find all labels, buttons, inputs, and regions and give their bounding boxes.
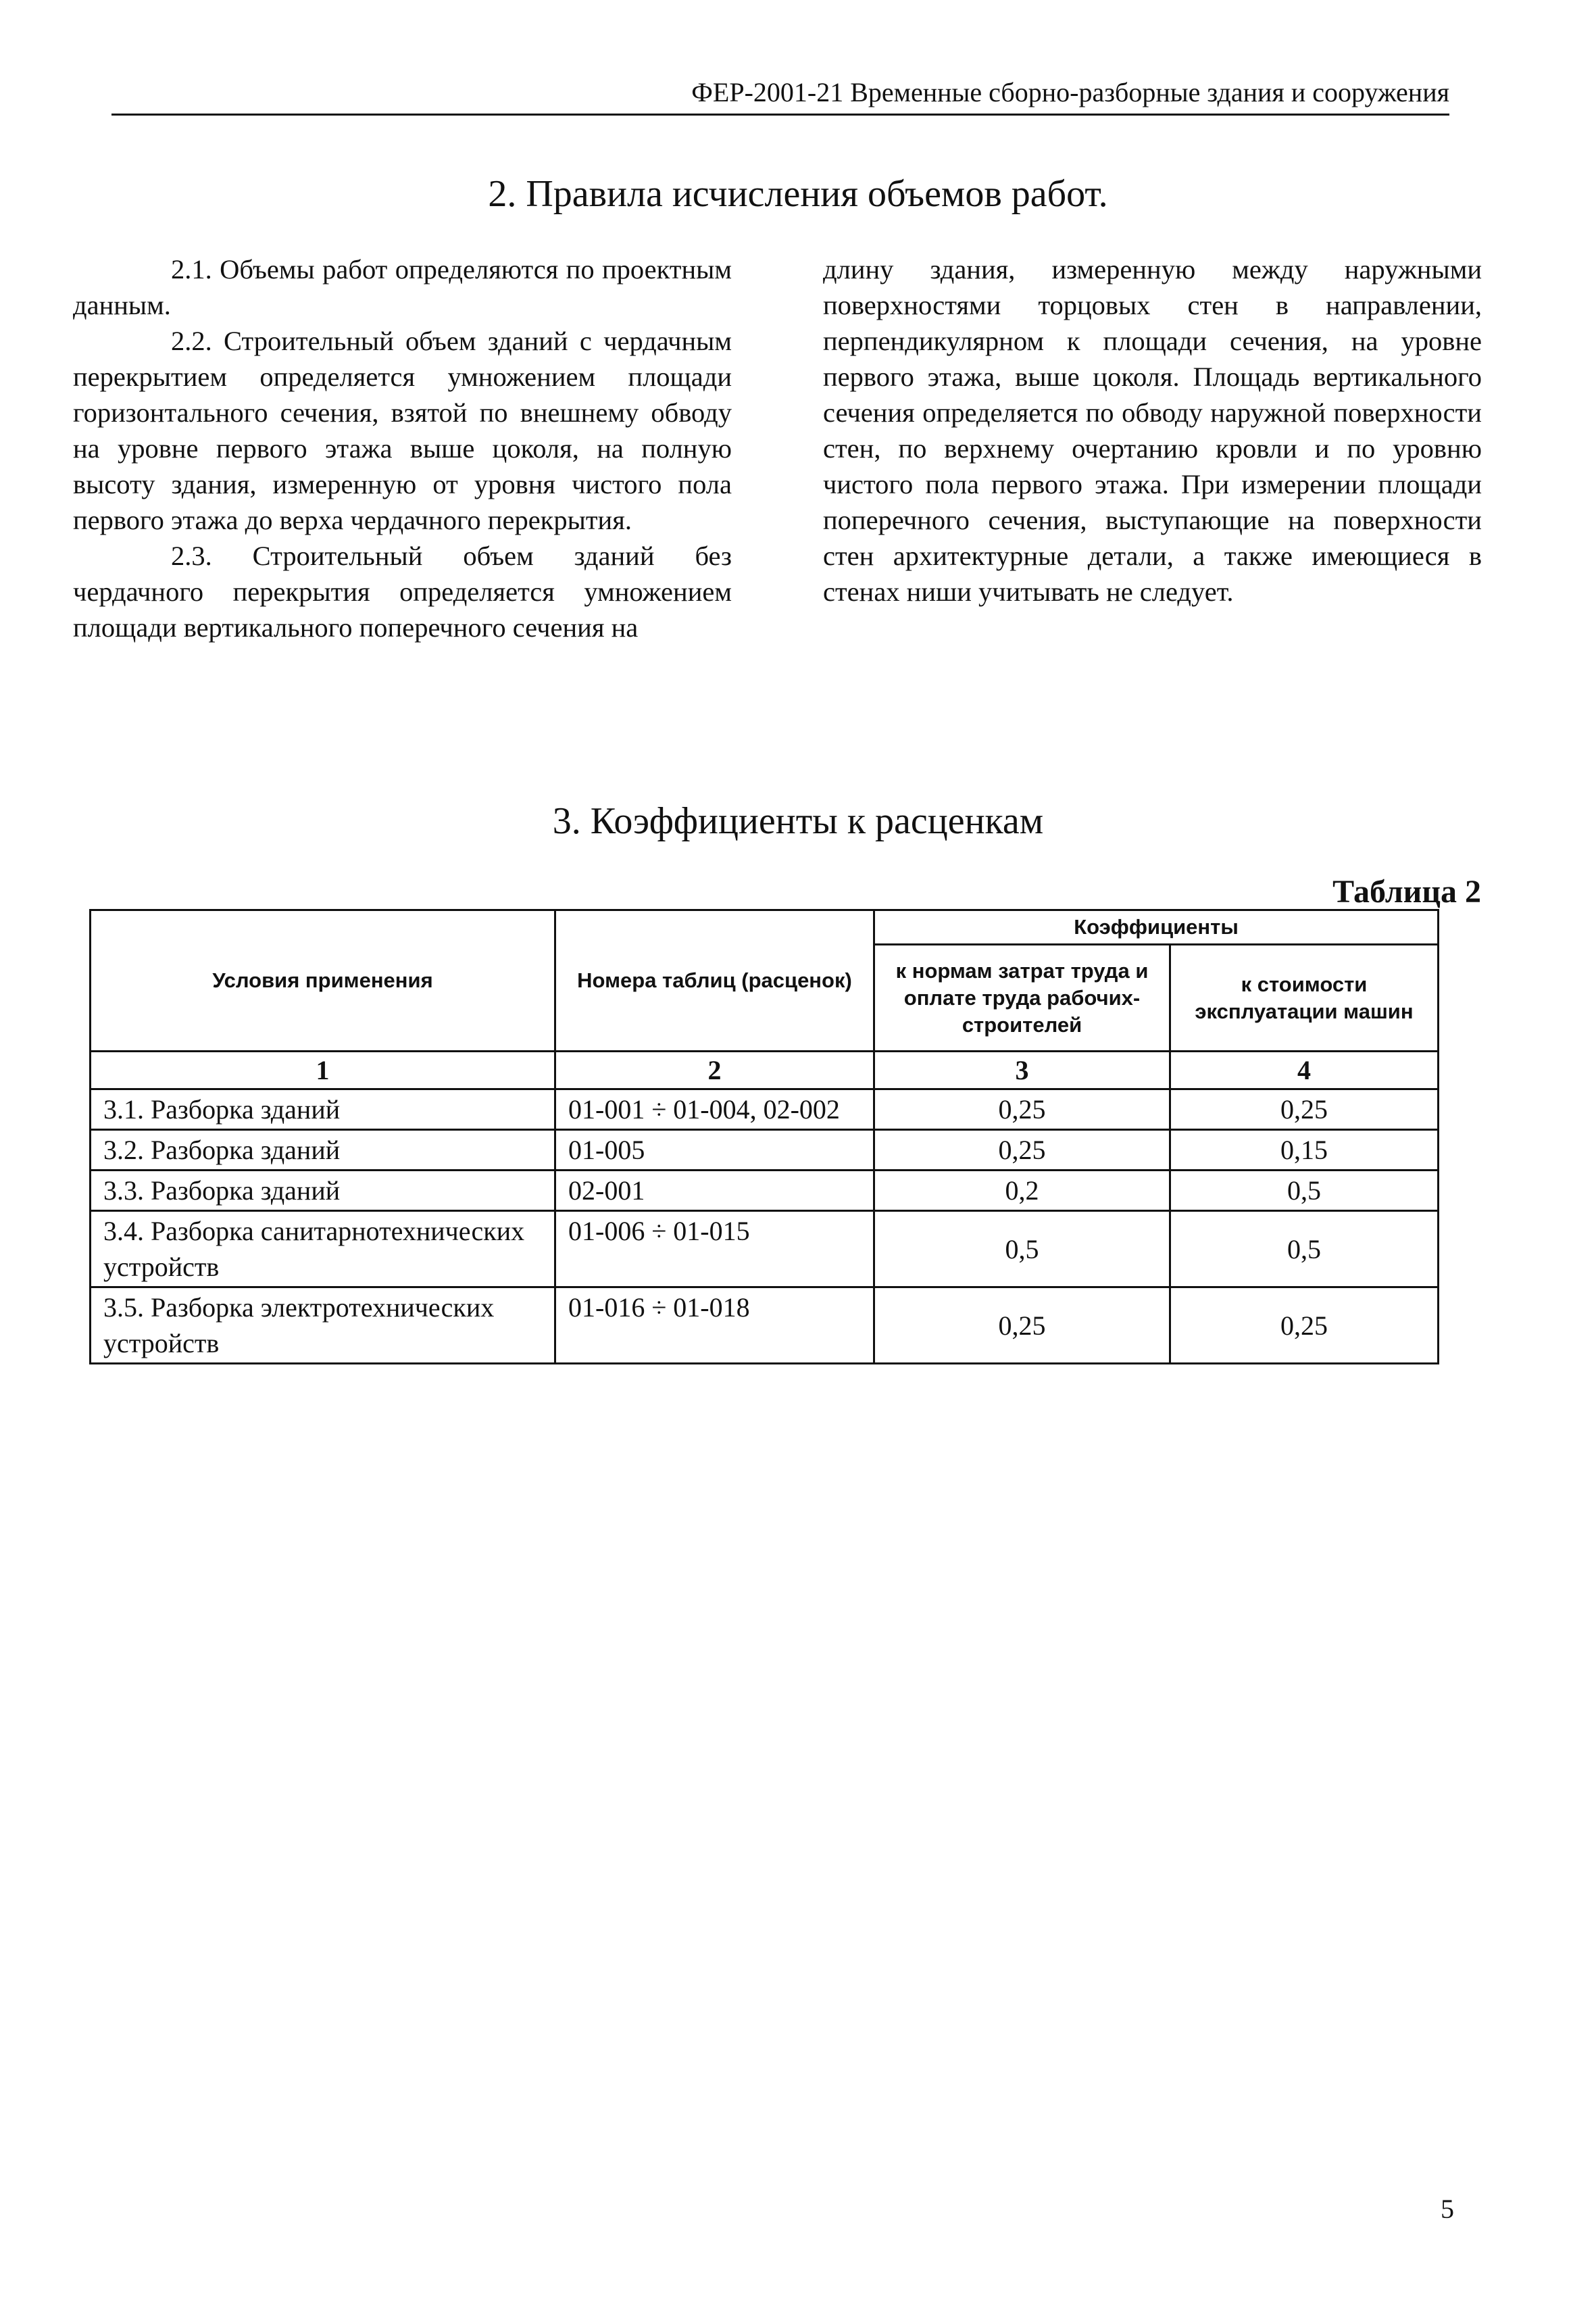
right-text-column	[823, 251, 1482, 610]
table-caption: Таблица 2	[1332, 874, 1481, 910]
tables-cell: 02-001	[555, 1171, 874, 1211]
machines-coef-cell: 0,15	[1170, 1130, 1439, 1171]
machines-coef-cell: 0,5	[1170, 1211, 1439, 1287]
column-number: 3	[874, 1052, 1170, 1089]
tables-cell: 01-016 ÷ 01-018	[555, 1287, 874, 1364]
condition-cell: 3.3. Разборка зданий	[91, 1171, 555, 1211]
tables-cell: 01-001 ÷ 01-004, 02-002	[555, 1089, 874, 1130]
machines-coef-cell: 0,25	[1170, 1089, 1439, 1130]
table-row	[91, 1287, 1439, 1364]
header-machines: к стоимости эксплуатации машин	[1170, 945, 1439, 1052]
condition-cell: 3.5. Разборка электротехнических устройств	[91, 1287, 555, 1364]
paragraph-2-3-continued: длину здания, измеренную между наружными поверхностями торцовых стен в направлении, перпендикулярном к площади сечения, на уровне первого этажа, выше цоколя. Площадь вертикального сечения определяется по обводу наружной поверхности стен, по верхнему очертанию кровли и по уровню чистого пола первого этажа. При измерении площади поперечного сечения, выступающие на поверхности стен архитектурные детали, а также имеющиеся в стенах ниши учитывать не следует.	[823, 254, 1482, 607]
table-row	[91, 1211, 1439, 1287]
condition-cell: 3.2. Разборка зданий	[91, 1130, 555, 1171]
page-number: 5	[1441, 2194, 1454, 2224]
labor-coef-cell: 0,2	[874, 1171, 1170, 1211]
machines-coef-cell: 0,25	[1170, 1287, 1439, 1364]
header-conditions: Условия применения	[91, 910, 555, 1052]
column-number: 2	[555, 1052, 874, 1089]
machines-coef-cell: 0,5	[1170, 1171, 1439, 1211]
tables-cell: 01-006 ÷ 01-015	[555, 1211, 874, 1287]
column-numbers-row	[91, 1052, 1439, 1089]
condition-cell: 3.4. Разборка санитарнотехнических устройств	[91, 1211, 555, 1287]
paragraph-2-1: 2.1. Объемы работ определяются по проектным данным.	[73, 254, 732, 320]
paragraph-2-3: 2.3. Строительный объем зданий без чердачного перекрытия определяется умножением площади вертикального поперечного сечения на	[73, 541, 732, 643]
header-labor: к нормам затрат труда и оплате труда рабочих-строителей	[874, 945, 1170, 1052]
paragraph-2-2: 2.2. Строительный объем зданий с чердачным перекрытием определяется умножением площади горизонтального сечения, взятой по внешнему обводу на уровне первого этажа выше цоколя, на полную высоту здания, измеренную от уровня чистого пола первого этажа до верха чердачного перекрытия.	[73, 326, 732, 535]
table-row	[91, 1089, 1439, 1130]
tables-cell: 01-005	[555, 1130, 874, 1171]
running-header: ФЕР-2001-21 Временные сборно-разборные здания и сооружения	[111, 74, 1449, 116]
table-header-row	[91, 910, 1439, 945]
header-table-numbers: Номера таблиц (расценок)	[555, 910, 874, 1052]
table-row	[91, 1171, 1439, 1211]
header-coefficients: Коэффициенты	[874, 910, 1439, 945]
condition-cell: 3.1. Разборка зданий	[91, 1089, 555, 1130]
column-number: 1	[91, 1052, 555, 1089]
section-2-title: 2. Правила исчисления объемов работ.	[488, 173, 1108, 215]
section-3-title: 3. Коэффициенты к расценкам	[552, 800, 1044, 842]
coefficients-table	[89, 909, 1439, 1364]
labor-coef-cell: 0,5	[874, 1211, 1170, 1287]
labor-coef-cell: 0,25	[874, 1287, 1170, 1364]
column-number: 4	[1170, 1052, 1439, 1089]
left-text-column	[73, 251, 732, 645]
table-row	[91, 1130, 1439, 1171]
labor-coef-cell: 0,25	[874, 1130, 1170, 1171]
labor-coef-cell: 0,25	[874, 1089, 1170, 1130]
